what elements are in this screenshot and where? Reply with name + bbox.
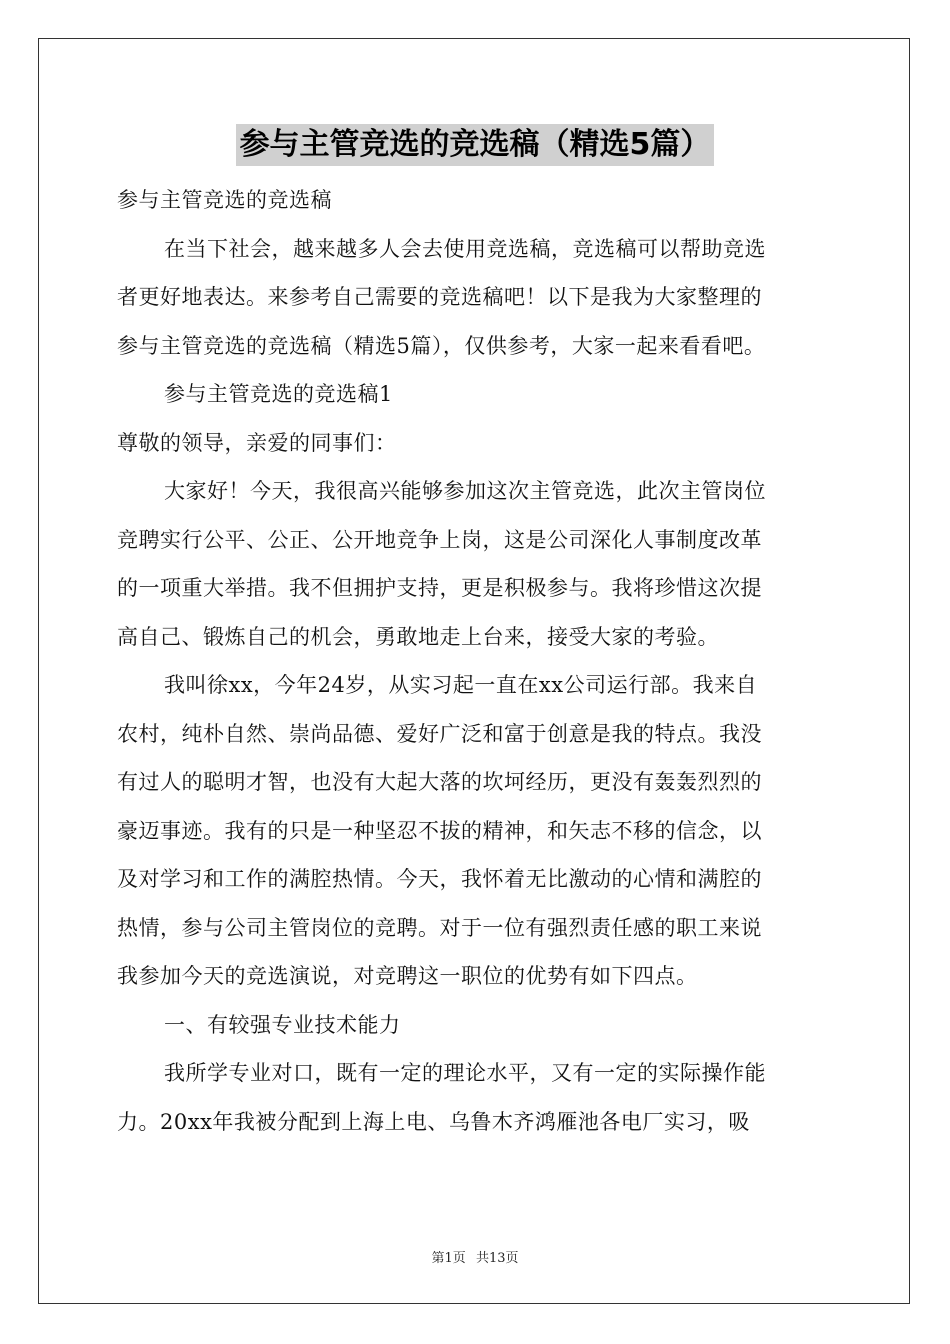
- text-line: 我所学专业对口，既有一定的理论水平，又有一定的实际操作能: [164, 1061, 766, 1085]
- text-line: 竞聘实行公平、公正、公开地竞争上岗，这是公司深化人事制度改革: [117, 527, 762, 552]
- text-line: 力。20xx年我被分配到上海上电、乌鲁木齐鸿雁池各电厂实习，吸: [117, 1109, 750, 1134]
- text-line: 一、有较强专业技术能力: [164, 1012, 401, 1037]
- text-line: 者更好地表达。来参考自己需要的竞选稿吧！以下是我为大家整理的: [117, 285, 762, 309]
- text-line: 在当下社会，越来越多人会去使用竞选稿，竞选稿可以帮助竞选: [164, 236, 766, 261]
- document-title: 参与主管竞选的竞选稿（精选5篇）: [236, 124, 715, 166]
- text-line: 农村，纯朴自然、崇尚品德、爱好广泛和富于创意是我的特点。我没: [117, 721, 762, 746]
- text-line: 高自己、锻炼自己的机会，勇敢地走上台来，接受大家的考验。: [117, 624, 719, 649]
- document-body: [117, 176, 837, 1146]
- text-line: 尊敬的领导，亲爱的同事们：: [117, 430, 397, 455]
- page-number: 第1页: [431, 1251, 466, 1266]
- text-line: 豪迈事迹。我有的只是一种坚忍不拔的精神，和矢志不移的信念，以: [117, 818, 762, 843]
- page-total: 共13页: [475, 1251, 519, 1266]
- text-line: 参与主管竞选的竞选稿: [117, 188, 332, 212]
- text-line: 有过人的聪明才智，也没有大起大落的坎坷经历，更没有轰轰烈烈的: [117, 770, 762, 794]
- page-footer: [0, 1247, 950, 1266]
- text-line: 的一项重大举措。我不但拥护支持，更是积极参与。我将珍惜这次提: [117, 576, 762, 600]
- text-line: 参与主管竞选的竞选稿（精选5篇），仅供参考，大家一起来看看吧。: [117, 333, 766, 358]
- text-line: 参与主管竞选的竞选稿1: [164, 382, 393, 406]
- text-line: 热情，参与公司主管岗位的竞聘。对于一位有强烈责任感的职工来说: [117, 915, 762, 940]
- text-line: 我叫徐xx，今年24岁，从实习起一直在xx公司运行部。我来自: [164, 673, 758, 697]
- text-line: 我参加今天的竞选演说，对竞聘这一职位的优势有如下四点。: [117, 964, 698, 988]
- title-container: [0, 124, 950, 166]
- text-line: 大家好！今天，我很高兴能够参加这次主管竞选，此次主管岗位: [164, 479, 766, 503]
- text-line: 及对学习和工作的满腔热情。今天，我怀着无比激动的心情和满腔的: [117, 867, 762, 891]
